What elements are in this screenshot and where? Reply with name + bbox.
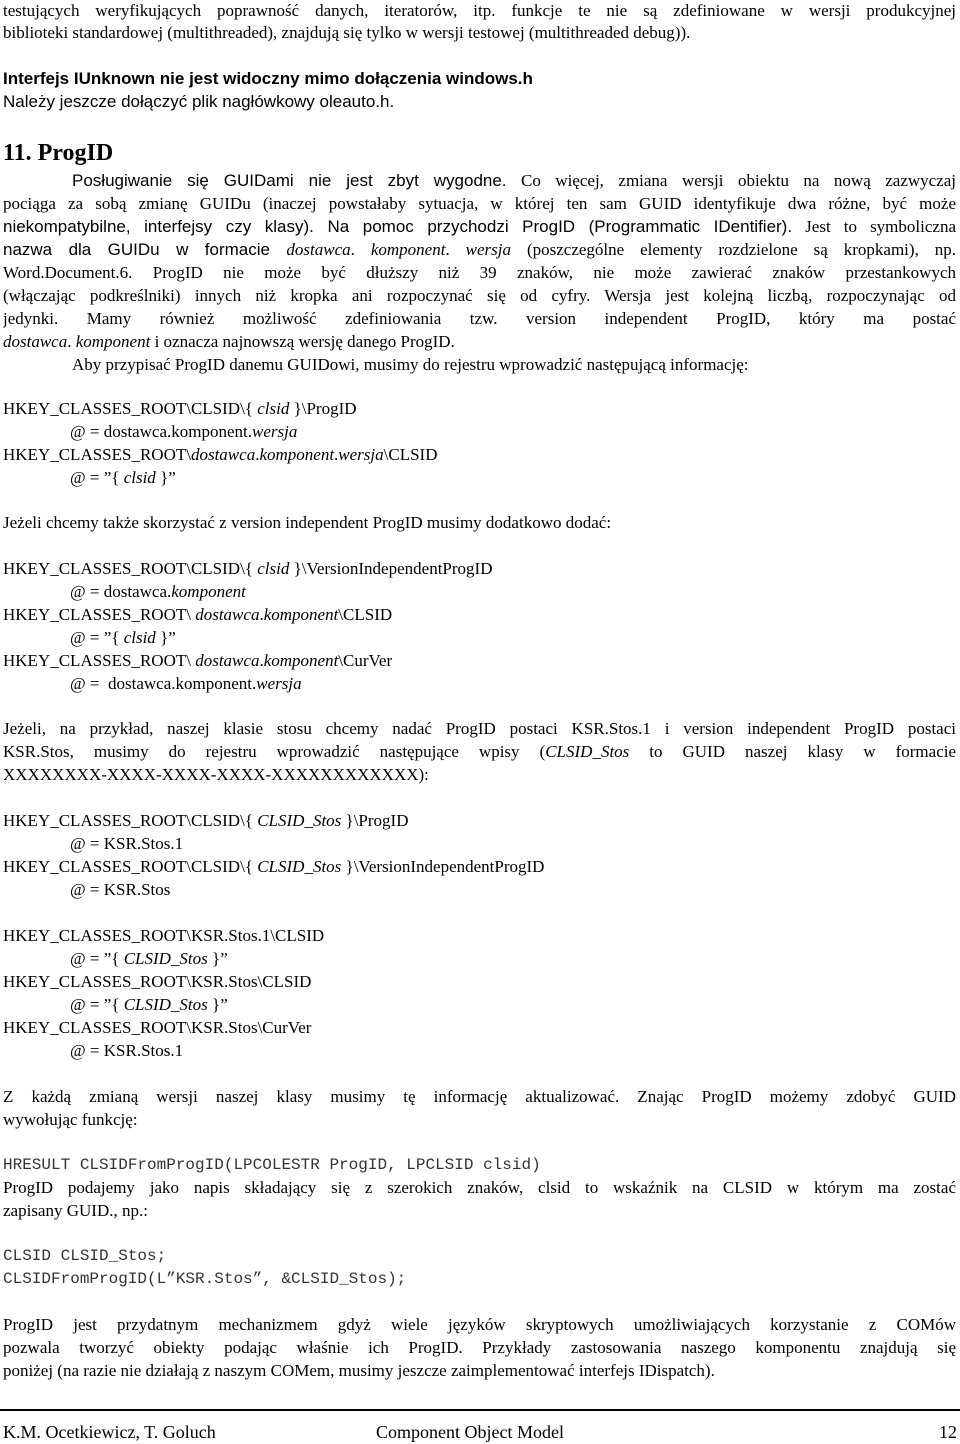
text-span: clsid — [123, 468, 156, 487]
text-span: @ = ”{ — [70, 468, 124, 487]
registry-line: HKEY_CLASSES_ROOT\KSR.Stos.1\CLSID — [3, 926, 325, 945]
text-line: zapisany GUID., np.: — [3, 1201, 148, 1220]
text-span: komponent — [171, 582, 246, 601]
text-span: clsid — [257, 399, 290, 418]
text-span: .komponent. — [171, 674, 257, 693]
text-line: Z każdą zmianą wersji naszej klasy musimy tę informację aktualizować. Znając ProgID możemy zdobyć GUID — [3, 1087, 956, 1106]
text-span: wersja — [465, 240, 511, 259]
text-span: . — [259, 651, 264, 670]
text-span: CLSID_Stos — [123, 995, 208, 1014]
text-span: Jest to symboliczna — [792, 217, 956, 236]
text-span: @ = — [70, 422, 104, 441]
text-span: komponent — [263, 651, 339, 670]
text-span: HKEY_CLASSES_ROOT\ — [3, 605, 196, 624]
text-line — [3, 262, 956, 284]
subheading: Interfejs IUnknown nie jest widoczny mimo dołączenia windows.h — [3, 69, 533, 88]
text-line: poniżej (na razie nie działają z naszym COMem, musimy jeszcze zaimplementować interfejs IDispatch). — [3, 1361, 715, 1380]
text-span: Na pomoc przychodzi ProgID (Programmatic IDentifier). — [313, 217, 793, 236]
text-span: dostawca — [108, 674, 172, 693]
text-line — [3, 239, 956, 261]
text-span: nazwa dla GUIDu w formacie — [3, 240, 287, 259]
registry-line — [3, 398, 956, 420]
text-span: niekompatybilne, interfejsy czy klasy). — [3, 217, 314, 236]
text-span: Co więcej, zmiana wersji obiektu na nową zazwyczaj — [506, 171, 956, 190]
text-span: HKEY_CLASSES_ROOT\ — [3, 651, 196, 670]
text-span: Posługiwanie się GUIDami nie jest zbyt wygodne. — [72, 171, 507, 190]
text-line: Jeżeli chcemy także skorzystać z version independent ProgID musimy dodatkowo dodać: — [3, 513, 612, 532]
registry-line — [70, 467, 956, 489]
text-line — [3, 216, 956, 238]
registry-line — [70, 948, 956, 970]
text-span: @ = ”{ — [70, 628, 124, 647]
text-span: . — [259, 605, 264, 624]
code-line: HRESULT CLSIDFromProgID(LPCOLESTR ProgID, LPCLSID clsid) — [3, 1156, 541, 1174]
text-span: HKEY_CLASSES_ROOT\CLSID\{ — [3, 399, 258, 418]
registry-line — [3, 444, 956, 466]
text-span: \CLSID — [383, 445, 438, 464]
text-span: wersja — [256, 674, 302, 693]
registry-line — [3, 650, 956, 672]
text-span: dostawca — [3, 332, 68, 351]
text-line — [72, 170, 956, 192]
text-span: }” — [155, 468, 176, 487]
text-line: testujących weryfikujących poprawność danych, iteratorów, itp. funkcje te nie są zdefiniowane w wersji produkcyjnej — [3, 1, 956, 20]
text-span: to GUID naszej klasy w formacie — [629, 742, 956, 761]
registry-line — [3, 810, 956, 832]
text-line — [3, 741, 956, 763]
registry-line: @ = KSR.Stos.1 — [70, 1041, 184, 1060]
text-span: HKEY_CLASSES_ROOT\ — [3, 445, 191, 464]
text-span: }\VersionIndependentProgID — [341, 857, 545, 876]
text-span: (poszczególne elementy rozdzielone są kropkami), np. — [511, 240, 956, 259]
text-span: i oznacza najnowszą wersję danego ProgID. — [150, 332, 455, 351]
code-line: CLSID CLSID_Stos; — [3, 1247, 167, 1265]
registry-line: @ = KSR.Stos — [70, 880, 171, 899]
text-span: }\VersionIndependentProgID — [289, 559, 493, 578]
text-span: KSR.Stos, musimy do rejestru wprowadzić następujące wpisy ( — [3, 742, 546, 761]
text-line: pociąga za sobą zmianę GUIDu (inaczej powstałaby sytuacja, w której ten sam GUID identyfikuje dwa różne, być może — [3, 194, 956, 213]
text-span: ProgID nie może być dłuższy niż 39 znaków, nie może zawierać znaków przestankowych — [132, 263, 956, 282]
text-span: \CLSID — [338, 605, 393, 624]
text-span: dostawca — [195, 651, 260, 670]
text-span: @ = ”{ — [70, 995, 124, 1014]
registry-line: @ = KSR.Stos.1 — [70, 834, 184, 853]
footer-title: Component Object Model — [376, 1422, 564, 1442]
registry-line — [3, 558, 956, 580]
text-span: komponent — [259, 445, 335, 464]
text-span: . — [445, 240, 466, 259]
text-line: Aby przypisać ProgID danemu GUIDowi, musimy do rejestru wprowadzić następującą informację: — [72, 355, 749, 374]
text-span: CLSID_Stos — [123, 949, 208, 968]
text-span: clsid — [123, 628, 156, 647]
text-span: . — [67, 332, 76, 351]
text-line: (włączając podkreślniki) innych niż kropka ani rozpoczynać się od cyfry. Wersja jest kolejną liczbą, rozpoczynając od — [3, 286, 956, 305]
text-span: HKEY_CLASSES_ROOT\CLSID\{ — [3, 811, 258, 830]
text-span: wersja — [252, 422, 298, 441]
text-span: dostawca — [190, 445, 256, 464]
text-span: . — [167, 582, 172, 601]
text-span: komponent — [263, 605, 339, 624]
text-span: HKEY_CLASSES_ROOT\CLSID\{ — [3, 559, 258, 578]
text-span: }\ProgID — [341, 811, 409, 830]
text-span: dostawca — [286, 240, 351, 259]
text-span: }” — [207, 949, 228, 968]
text-span: dostawca — [103, 582, 168, 601]
registry-line — [3, 604, 956, 626]
text-span: dostawca — [103, 422, 168, 441]
text-span: wersja — [338, 445, 384, 464]
footer-authors: K.M. Ocetkiewicz, T. Goluch — [3, 1422, 216, 1442]
text-span: @ = — [70, 582, 104, 601]
text-span: CLSID_Stos — [257, 811, 342, 830]
registry-line — [70, 994, 956, 1016]
text-span: HKEY_CLASSES_ROOT\CLSID\{ — [3, 857, 258, 876]
text-span: }\ProgID — [289, 399, 357, 418]
text-line: Należy jeszcze dołączyć plik nagłówkowy oleauto.h. — [3, 92, 395, 111]
text-line: wywołując funkcję: — [3, 1110, 138, 1129]
text-span: . — [255, 445, 260, 464]
text-line: ProgID jest przydatnym mechanizmem gdyż wiele języków skryptowych umożliwiających korzystanie z COMów — [3, 1315, 956, 1334]
registry-line — [3, 856, 956, 878]
text-line: ProgID podajemy jako napis składający się z szerokich znaków, clsid to wskaźnik na CLSID w którym ma zostać — [3, 1178, 956, 1197]
text-span: \CurVer — [338, 651, 393, 670]
footer-divider — [0, 1409, 960, 1411]
text-span: .komponent. — [167, 422, 253, 441]
text-span: clsid — [257, 559, 290, 578]
registry-line: HKEY_CLASSES_ROOT\KSR.Stos\CLSID — [3, 972, 312, 991]
registry-line — [70, 421, 956, 443]
registry-line — [70, 581, 956, 603]
text-line: biblioteki standardowej (multithreaded), znajdują się tylko w wersji testowej (multithreaded debug)). — [3, 23, 691, 42]
text-span: CLSID_Stos — [545, 742, 630, 761]
text-line — [3, 331, 956, 353]
text-line: XXXXXXXX-XXXX-XXXX-XXXX-XXXXXXXXXXXX): — [3, 765, 429, 784]
section-heading: 11. ProgID — [3, 140, 114, 166]
text-span: dostawca — [195, 605, 260, 624]
code-line: CLSIDFromProgID(L”KSR.Stos”, &CLSID_Stos); — [3, 1270, 407, 1288]
page-number: 12 — [939, 1422, 957, 1442]
text-span: Word.Document.6. — [3, 263, 133, 282]
text-span: komponent — [370, 240, 446, 259]
text-span: @ = — [70, 674, 108, 693]
registry-line: HKEY_CLASSES_ROOT\KSR.Stos\CurVer — [3, 1018, 312, 1037]
text-line: jedynki. Mamy również możliwość zdefiniowania tzw. version independent ProgID, który ma postać — [3, 309, 956, 328]
text-span: . — [334, 445, 339, 464]
registry-line — [70, 673, 956, 695]
text-span: }” — [207, 995, 228, 1014]
registry-line — [70, 627, 956, 649]
text-span: komponent — [75, 332, 151, 351]
text-span: }” — [155, 628, 176, 647]
text-span: . — [350, 240, 371, 259]
text-line: pozwala tworzyć obiekty podając właśnie ich ProgID. Przykłady zastosowania naszego komponentu znajdują się — [3, 1338, 956, 1357]
text-span: CLSID_Stos — [257, 857, 342, 876]
text-line: Jeżeli, na przykład, naszej klasie stosu chcemy nadać ProgID postaci KSR.Stos.1 i version independent ProgID postaci — [3, 719, 956, 738]
text-span: @ = ”{ — [70, 949, 124, 968]
